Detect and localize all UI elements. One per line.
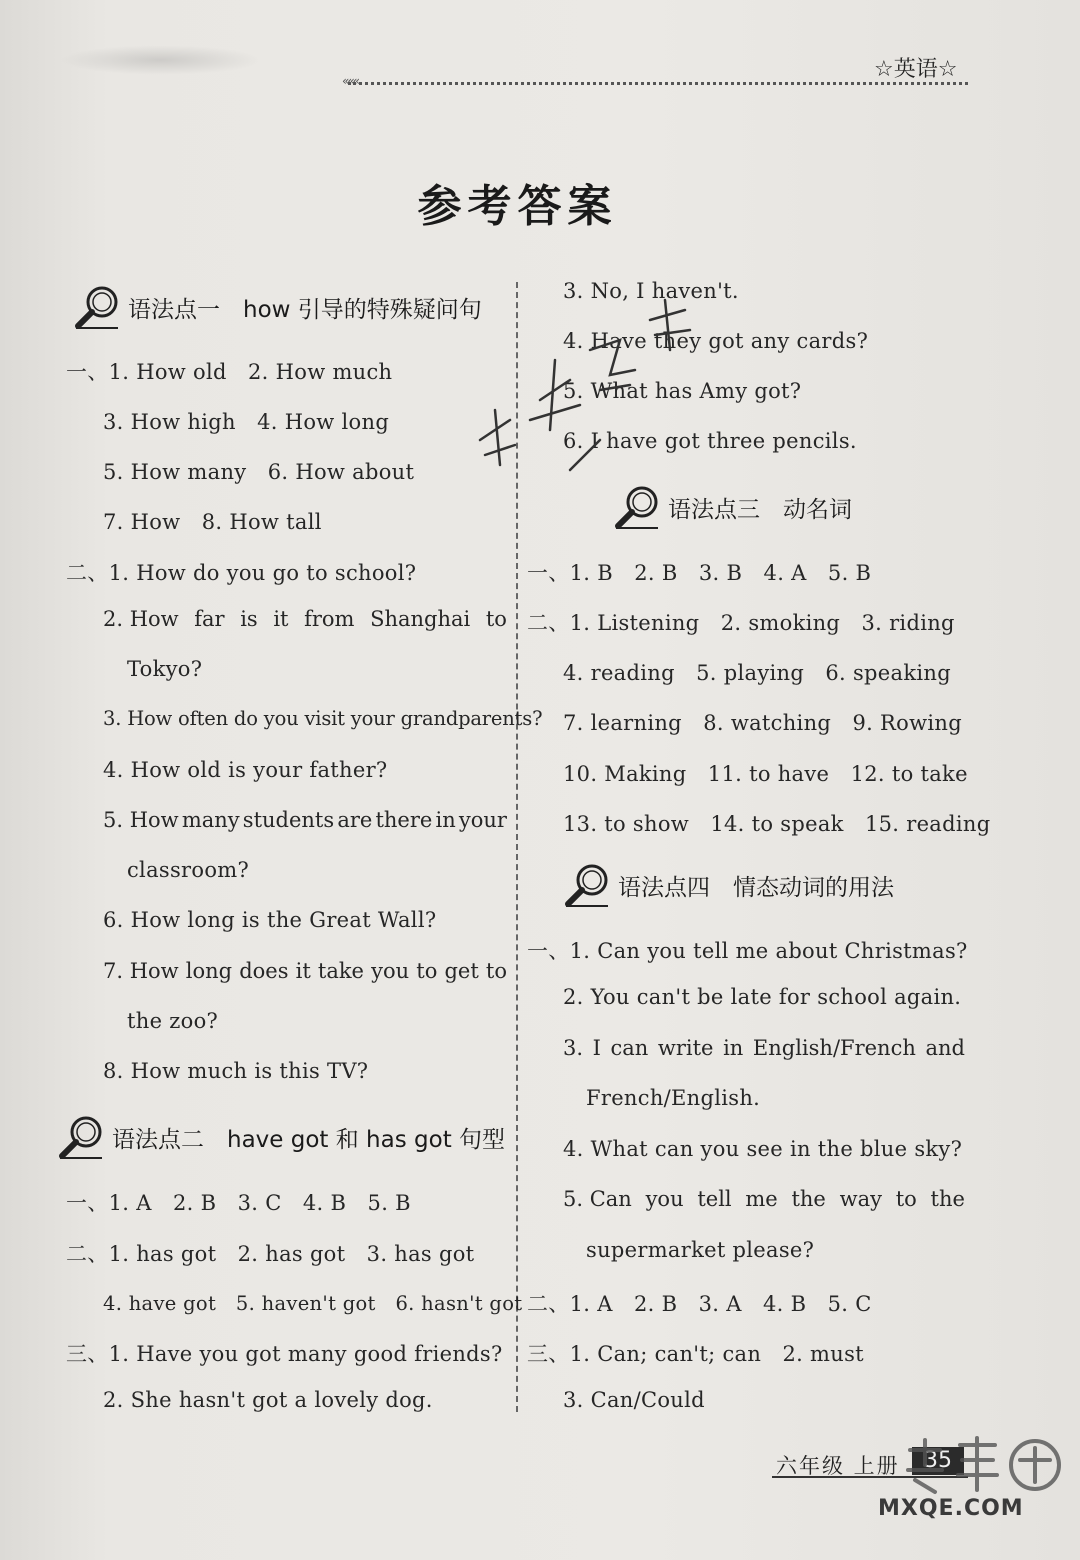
answer-line: 二、1. How do you go to school? xyxy=(66,561,417,585)
word: and xyxy=(925,1036,965,1060)
answer-line: 二、1. has got 2. has got 3. has got xyxy=(66,1242,475,1266)
watermark-logo xyxy=(900,1430,1070,1496)
word: many xyxy=(181,808,240,832)
word: 5. Can xyxy=(563,1187,632,1211)
section-heading-text: 语法点一 how 引导的特殊疑问句 xyxy=(128,296,482,323)
word: to xyxy=(416,959,438,983)
section-heading-text: 语法点二 have got 和 has got 句型 xyxy=(112,1126,506,1153)
answer-line: classroom? xyxy=(127,858,250,882)
answer-line-justified xyxy=(563,1036,965,1060)
subject-label: ☆英语☆ xyxy=(874,57,958,82)
word: is xyxy=(240,607,258,631)
answer-line: 2. She hasn't got a lovely dog. xyxy=(103,1388,433,1412)
word: tell xyxy=(697,1187,732,1211)
answer-line: 2. You can't be late for school again. xyxy=(563,985,962,1009)
word: far xyxy=(194,607,225,631)
word: students xyxy=(242,808,335,832)
magnifier-icon xyxy=(562,860,612,910)
answer-line: 三、1. Have you got many good friends? xyxy=(66,1342,503,1366)
answer-line: 3. How often do you visit your grandparents? xyxy=(103,707,543,730)
page-number: 35 xyxy=(912,1447,964,1475)
word: it xyxy=(295,959,311,983)
answer-line: supermarket please? xyxy=(586,1238,815,1262)
word: are xyxy=(337,808,373,832)
word: does xyxy=(239,959,289,983)
word: the xyxy=(791,1187,826,1211)
word: write xyxy=(657,1036,714,1060)
word: you xyxy=(371,959,410,983)
answer-line: 3. How high 4. How long xyxy=(103,410,390,434)
answer-line-justified xyxy=(103,607,507,631)
section-heading-text: 语法点三 动名词 xyxy=(668,496,852,523)
answer-line: French/English. xyxy=(586,1086,761,1110)
word: in xyxy=(723,1036,744,1060)
answer-line: 5. What has Amy got? xyxy=(563,379,802,403)
word: me xyxy=(745,1187,778,1211)
word: English/French xyxy=(752,1036,916,1060)
word: in xyxy=(435,808,456,832)
answer-line: 4. What can you see in the blue sky? xyxy=(563,1137,963,1161)
answer-line: 7. How 8. How tall xyxy=(103,510,322,534)
section-heading-4 xyxy=(562,860,894,910)
word: can xyxy=(610,1036,649,1060)
answer-line: the zoo? xyxy=(127,1009,219,1033)
word: your xyxy=(458,808,507,832)
word: to xyxy=(895,1187,917,1211)
answer-line: 13. to show 14. to speak 15. reading xyxy=(563,812,991,836)
word: there xyxy=(375,808,433,832)
word: get xyxy=(444,959,479,983)
answer-line: 4. have got 5. haven't got 6. hasn't got xyxy=(103,1292,523,1315)
answer-line: 一、1. Can you tell me about Christmas? xyxy=(527,939,968,963)
word: take xyxy=(317,959,364,983)
answer-line: 10. Making 11. to have 12. to take xyxy=(563,762,968,786)
header-arrows: ««« xyxy=(342,74,359,88)
word: way xyxy=(839,1187,882,1211)
word: to xyxy=(485,959,507,983)
answer-line: 一、1. How old 2. How much xyxy=(66,360,393,384)
answer-line: 6. I have got three pencils. xyxy=(563,429,857,453)
watermark-text: MXQE.COM xyxy=(878,1496,1024,1521)
word: it xyxy=(273,607,289,631)
answer-line: 二、1. Listening 2. smoking 3. riding xyxy=(527,611,955,635)
magnifier-icon xyxy=(72,282,122,332)
word: 5. How xyxy=(103,808,179,832)
answer-line-justified xyxy=(563,1187,965,1211)
answer-line: 4. How old is your father? xyxy=(103,758,388,782)
word: 7. How xyxy=(103,959,179,983)
answer-line-justified xyxy=(103,808,507,832)
word: long xyxy=(185,959,233,983)
page-title: 参考答案 xyxy=(417,181,618,232)
answer-line-justified xyxy=(103,959,507,983)
answer-line: 4. Have they got any cards? xyxy=(563,329,869,353)
answer-line: 7. learning 8. watching 9. Rowing xyxy=(563,711,962,735)
magnifier-icon xyxy=(56,1112,106,1162)
word: the xyxy=(930,1187,965,1211)
answer-line: 三、1. Can; can't; can 2. must xyxy=(527,1342,864,1366)
answer-line: 二、1. A 2. B 3. A 4. B 5. C xyxy=(527,1292,872,1316)
answer-line: Tokyo? xyxy=(127,657,203,681)
word: you xyxy=(645,1187,684,1211)
word: from xyxy=(304,607,355,631)
word: 2. How xyxy=(103,607,179,631)
section-heading-2 xyxy=(56,1112,505,1162)
answer-line: 3. Can/Could xyxy=(563,1388,705,1412)
answer-line: 3. No, I haven't. xyxy=(563,279,739,303)
answer-line: 4. reading 5. playing 6. speaking xyxy=(563,661,951,685)
word: I xyxy=(592,1036,601,1060)
faded-logo xyxy=(60,45,260,75)
word: 3. xyxy=(563,1036,584,1060)
answer-line: 8. How much is this TV? xyxy=(103,1059,369,1083)
answer-line: 5. How many 6. How about xyxy=(103,460,415,484)
handwriting-scribble xyxy=(470,290,700,490)
answer-line: 一、1. B 2. B 3. B 4. A 5. B xyxy=(527,561,872,585)
answer-line: 6. How long is the Great Wall? xyxy=(103,908,437,932)
grade-label: 六年级 上册 xyxy=(776,1454,900,1478)
word: Shanghai xyxy=(370,607,471,631)
answer-line: 一、1. A 2. B 3. C 4. B 5. B xyxy=(66,1191,411,1215)
section-heading-text: 语法点四 情态动词的用法 xyxy=(618,874,894,901)
section-heading-1 xyxy=(72,282,482,332)
word: to xyxy=(485,607,507,631)
